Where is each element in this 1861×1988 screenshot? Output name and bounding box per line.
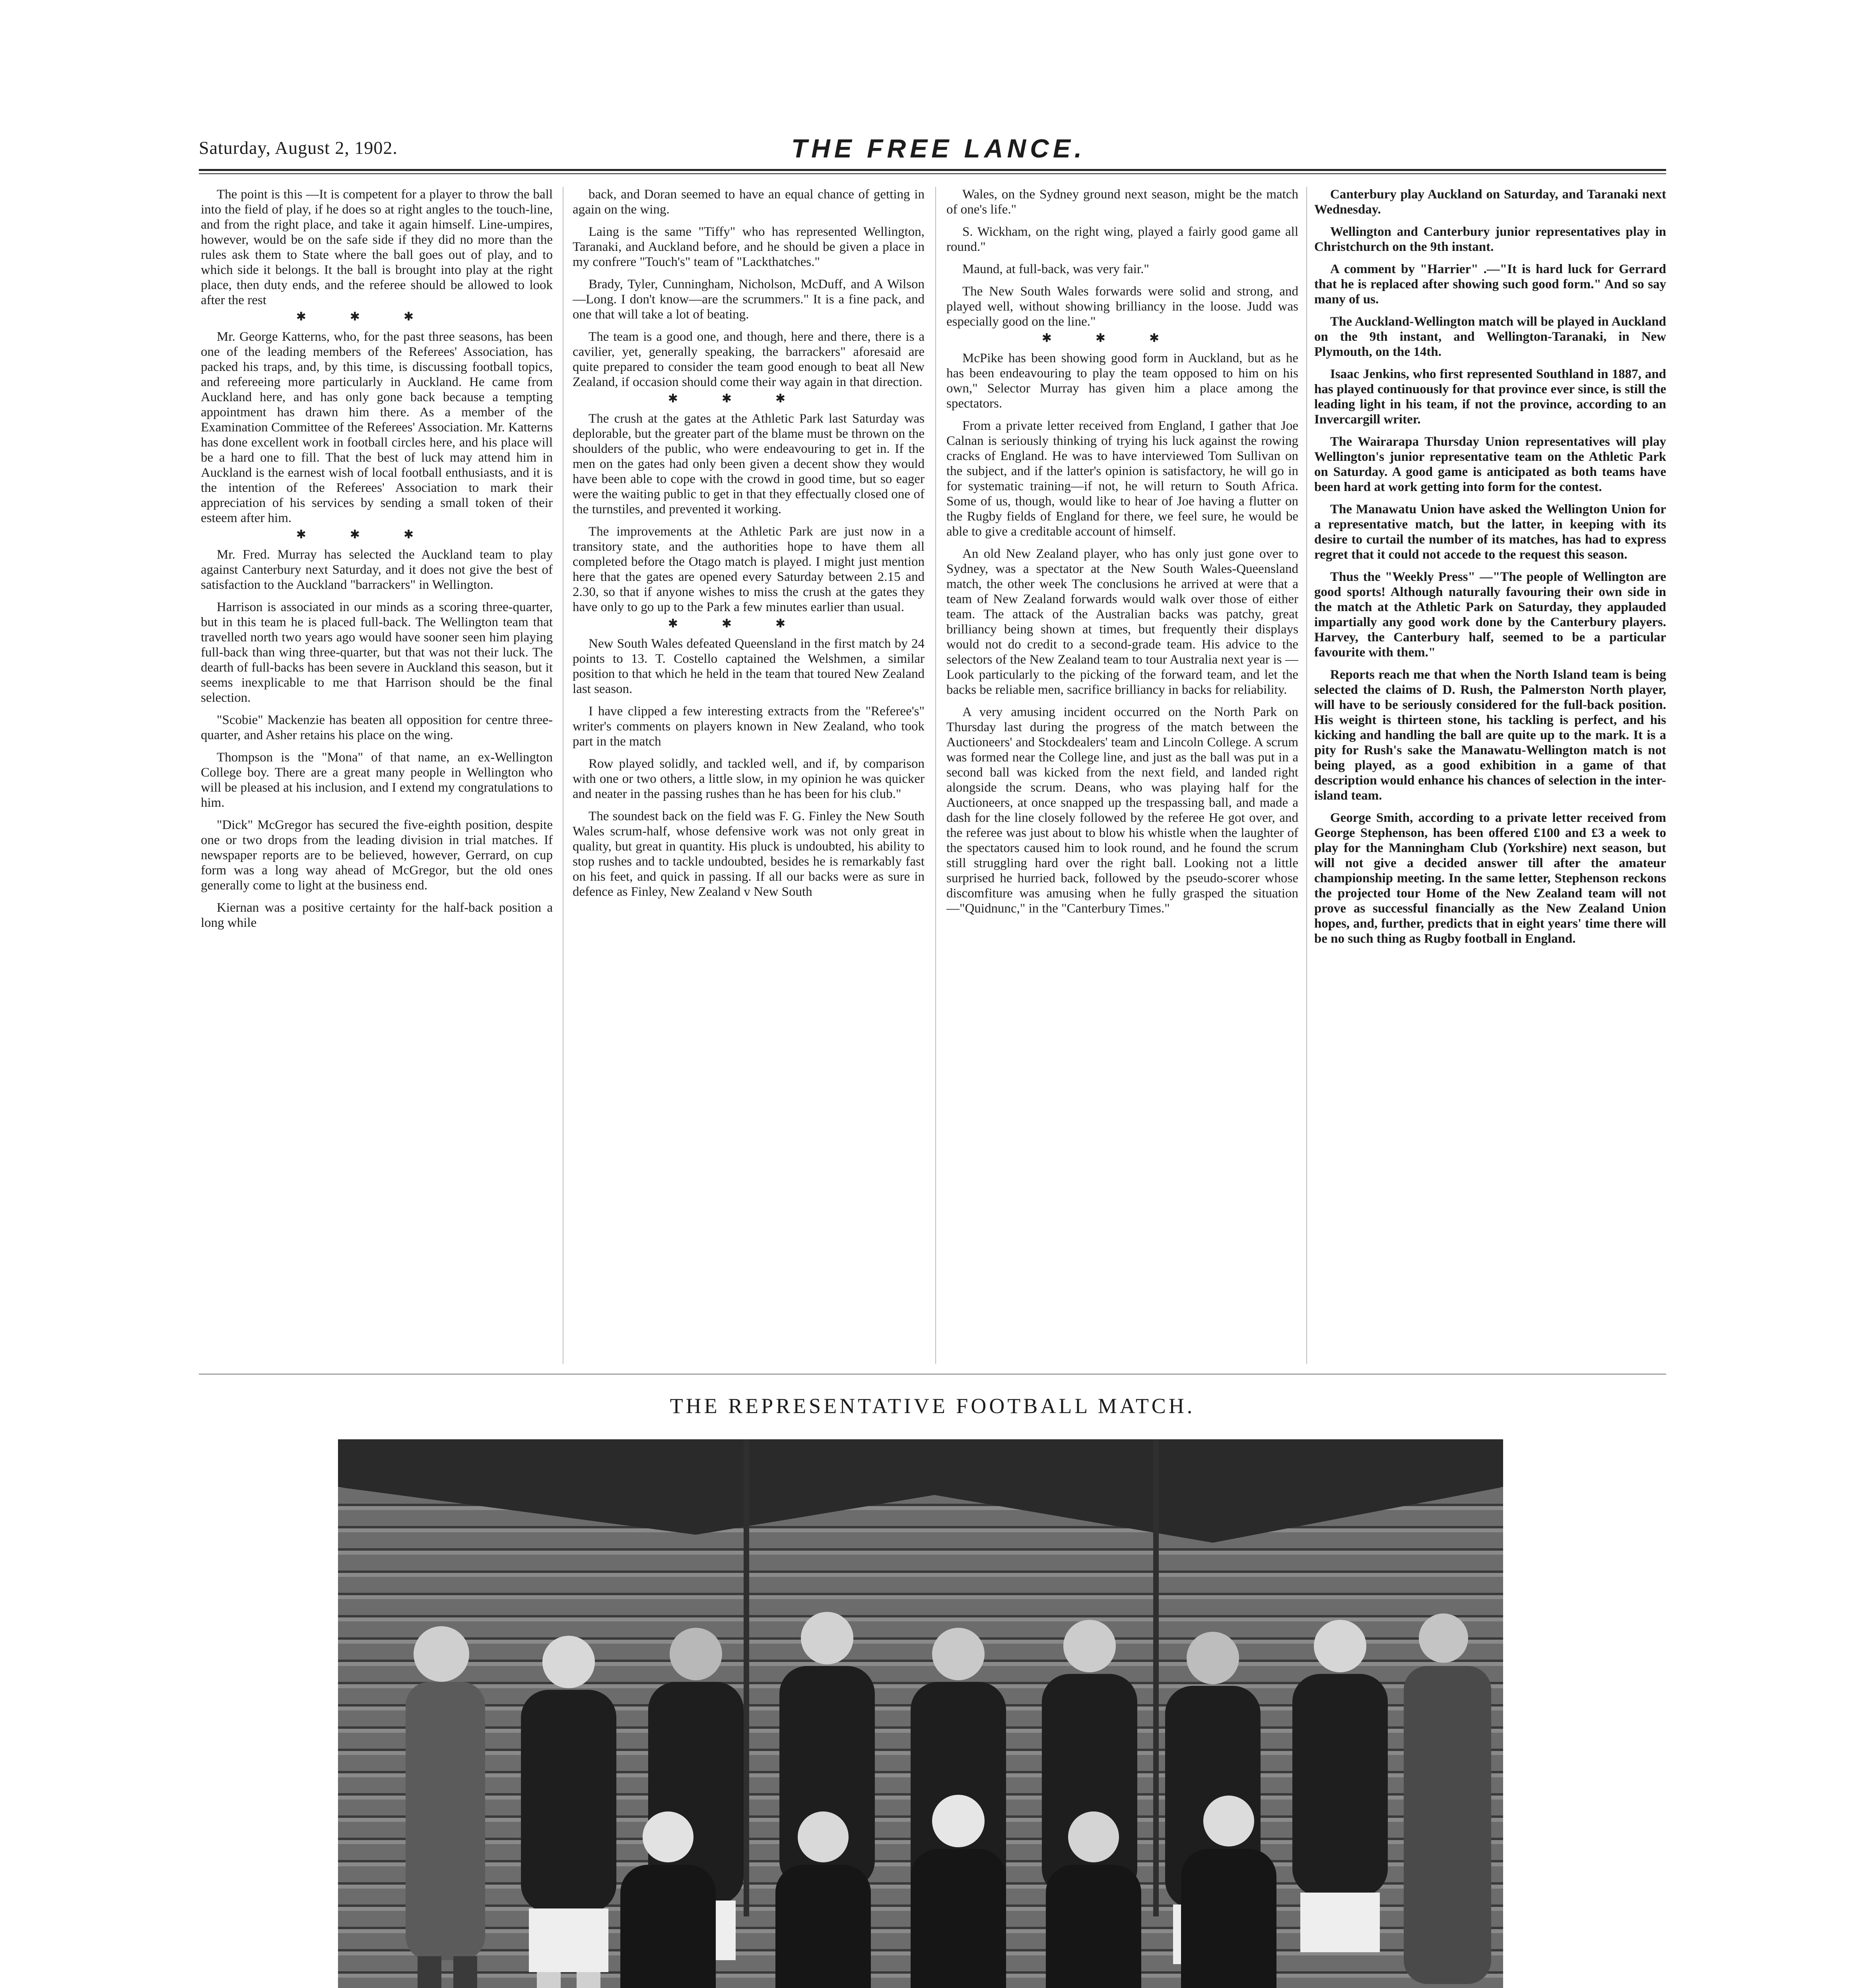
paragraph: back, and Doran seemed to have an equal chance of getting in again on the wing. [573, 187, 925, 217]
section-separator: ✱✱✱ [1041, 332, 1203, 345]
paragraph: Kiernan was a positive certainty for the half-back position a long while [201, 901, 553, 930]
section-separator: ✱✱✱ [668, 392, 829, 405]
paragraph: Wales, on the Sydney ground next season, might be the match of one's life." [946, 187, 1298, 217]
newspaper-title: THE FREE LANCE. [791, 134, 1086, 163]
column-divider [1306, 187, 1307, 1364]
paragraph: A comment by "Harrier" .—"It is hard luck for Gerrard that he is replaced after showing such good form." And so say many of us. [1314, 262, 1666, 307]
paragraph: S. Wickham, on the right wing, played a fairly good game all round." [946, 225, 1298, 254]
paragraph: The soundest back on the field was F. G. Finley the New South Wales scrum-half, whose defensive work was not only great in quality, but great in quantity. His pluck is undoubted, his ability to stop rushes and to tackle undoubted, besides he is remarkably fast on his feet, and quick in passing. If all our backs were as sure in defence as Finley, New Zealand v New South [573, 809, 925, 899]
paragraph: Mr. Fred. Murray has selected the Auckland team to play against Canterbury next Saturday, and it does not give the best of satisfaction to the Auckland "barrackers" in Wellington. [201, 547, 553, 592]
paragraph: "Scobie" Mackenzie has beaten all opposition for centre three-quarter, and Asher retains his place on the wing. [201, 713, 553, 742]
paragraph: A very amusing incident occurred on the North Park on Thursday last during the progress of the match between the Auctioneers' and Stockdealers' team and Lincoln College. A scrum was formed near the College line, and just as the ball was put in a second ball was kicked from the next field, and landed right alongside the scrum. Deans, who was playing half for the Auctioneers, at once snapped up the trespassing ball, and made a dash for the line closely followed by the referee He got over, and the referee was just about to blow his whistle when the laughter of the spectators caused him to look round, and he found the scrum still struggling hard over the right ball. Looking not a little surprised he hurried back, followed by the pseudo-scorer whose discomfiture was amusing when he fully grasped the situation —"Quidnunc," in the "Canterbury Times." [946, 705, 1298, 916]
paragraph: Row played solidly, and tackled well, and if, by comparison with one or two others, a little slow, in my opinion he was quicker and neater in the passing rushes than he has been for his club." [573, 757, 925, 801]
paragraph: New South Wales defeated Queensland in the first match by 24 points to 13. T. Costello captained the Welshmen, a similar position to that which he held in the team that toured New Zealand last season. [573, 637, 925, 696]
paragraph: Harrison is associated in our minds as a scoring three-quarter, but in this team he is placed full-back. The Wellington team that travelled north two years ago would have sooner seen him playing full-back than wing three-quarter, but that was not their luck. The dearth of full-backs has been severe in Auckland this season, but it seems inexplicable to me that Harrison should be the final selection. [201, 600, 553, 705]
paragraph: The improvements at the Athletic Park are just now in a transitory state, and the authorities hope to have them all completed before the Otago match is played. I might just mention here that the gates are opened every Saturday between 2.15 and 2.30, so that if anyone wishes to miss the crush at the gates they have only to go up to the Park a few minutes earlier than usual. [573, 524, 925, 614]
paragraph: The Auckland-Wellington match will be played in Auckland on the 9th instant, and Wellington-Taranaki, in New Plymouth, on the 14th. [1314, 315, 1666, 359]
paragraph: Thus the "Weekly Press" —"The people of Wellington are good sports! Although naturally favouring their own side in the match at the Athletic Park on Saturday, they applauded impartially any good work done by the Canterbury players. Harvey, the Canterbury half, seemed to be a particular favourite with them." [1314, 570, 1666, 660]
paragraph: Reports reach me that when the North Island team is being selected the claims of D. Rush, the Palmerston North player, will have to be seriously considered for the full-back position. His weight is thirteen stone, his tackling is perfect, and his kicking and handling the ball are quite up to the mark. It is a pity for Rush's sake the Manawatu-Wellington match is not being played, as a good exhibition in a game of that description would enhance his chances of selection in the inter-island team. [1314, 668, 1666, 803]
paragraph: The New South Wales forwards were solid and strong, and played well, without showing brilliancy in the loose. Judd was especially good on the line." [946, 284, 1298, 329]
paragraph: The crush at the gates at the Athletic Park last Saturday was deplorable, but the greater part of the blame must be thrown on the shoulders of the public, who were endeavouring to get in. If the men on the gates had only been given a decent show they would have been able to cope with the crowd in good time, but so eager were the waiting public to get in that they effectually closed one of the turnstiles, and prevented it working. [573, 412, 925, 516]
team-photograph [338, 1439, 1503, 1988]
paragraph: An old New Zealand player, who has only just gone over to Sydney, was a spectator at the New South Wales-Queensland match, the other week The conclusions he arrived at were that a team of New Zealand forwards would walk over those of either team. The attack of the Australian backs was patchy, great brilliancy being shown at times, but frequently their displays would not do credit to a second-grade team. His advice to the selectors of the New Zealand team to tour Australia next year is —Look particularly to the picking of the forward team, and let the backs be reliable men, sacrifice brilliancy in backs for reliability. [946, 547, 1298, 697]
article-column-2 [573, 187, 925, 1380]
paragraph: "Dick" McGregor has secured the five-eighth position, despite one or two drops from the leading division in trial matches. If newspaper reports are to be believed, however, Gerrard, on cup form was a long way ahead of McGregor, but the old ones generally come to light at the business end. [201, 818, 553, 893]
paragraph: Isaac Jenkins, who first represented Southland in 1887, and has played continuously for that province ever since, is still the leading light in his team, if not the province, according to an Invercargill writer. [1314, 367, 1666, 427]
issue-date: Saturday, August 2, 1902. [199, 138, 398, 158]
paragraph: Brady, Tyler, Cunningham, Nicholson, McDuff, and A Wilson—Long. I don't know—are the scrummers." It is a fine pack, and one that will take a lot of beating. [573, 277, 925, 322]
paragraph: Maund, at full-back, was very fair." [962, 262, 1149, 276]
paragraph: George Smith, according to a private letter received from George Stephenson, has been offered £100 and £3 a week to play for the Manningham Club (Yorkshire) next season, but will not give a decided answer till after the amateur championship meeting. In the same letter, Stephenson reckons the projected tour Home of the New Zealand team will not prove as successful financially as the New Zealand Union hopes, and, further, predicts that in eight years' time there will be no such thing as Rugby football in England. [1314, 811, 1666, 946]
article-column-4 [1314, 187, 1666, 1380]
header-rule-thin [199, 173, 1666, 174]
paragraph: Mr. George Katterns, who, for the past three seasons, has been one of the leading members of the Referees' Association, has packed his traps, and, by this time, is discussing football topics, and refereeing more particularly in Auckland. He came from Auckland here, and has only gone back because a tempting appointment has drawn him there. As a member of the Examination Committee of the Referees' Association. Mr. Katterns has done excellent work in football circles here, and his place will be a hard one to fill. That the best of luck may attend him in Auckland is the earnest wish of local football enthusiasts, and it is the intention of the Referees' Association to mark their appreciation of his services by sending a small token of their esteem after him. [201, 330, 553, 525]
page-header [199, 134, 1666, 163]
paragraph: The Wairarapa Thursday Union representatives will play Wellington's junior representative team on the Athletic Park on Saturday. A good game is anticipated as both teams have been hard at work getting into form for the contest. [1314, 435, 1666, 494]
paragraph: McPike has been showing good form in Auckland, but as he has been endeavouring to play the team opposed to him on his own," Selector Murray has given him a place among the spectators. [946, 351, 1298, 411]
paragraph: Laing is the same "Tiffy" who has represented Wellington, Taranaki, and Auckland before, and he should be given a place in my confrere "Touch's" team of "Lackthatches." [573, 225, 925, 269]
section-separator: ✱✱✱ [296, 310, 458, 323]
paragraph: The team is a good one, and though, here and there, there is a cavilier, yet, generally speaking, the barrackers" aforesaid are quite prepared to consider the team good enough to beat all New Zealand, if occasion should come their way again in that direction. [573, 330, 925, 389]
paragraph: From a private letter received from England, I gather that Joe Calnan is seriously thinking of trying his luck against the rowing cracks of England. He was to have interviewed Tom Sullivan on the subject, and if the latter's opinion is satisfactory, he will go in for systematic training—if not, he will return to South Africa. Some of us, though, would like to hear of Joe having a flutter on the Rugby fields of England for there, we feel sure, he would be able to give a creditable account of himself. [946, 419, 1298, 539]
paragraph: The Manawatu Union have asked the Wellington Union for a representative match, but the latter, in keeping with its desire to curtail the number of its matches, has had to express regret that it could not accede to the request this season. [1314, 502, 1666, 562]
column-divider [935, 187, 936, 1364]
paragraph: I have clipped a few interesting extracts from the "Referee's" writer's comments on players known in New Zealand, who took part in the match [573, 704, 925, 749]
header-rule [199, 169, 1666, 171]
article-column-1 [201, 187, 553, 1380]
paragraph: Thompson is the "Mona" of that name, an ex-Wellington College boy. There are a great many people in Wellington who will be pleased at his inclusion, and I extend my congratulations to him. [201, 750, 553, 810]
photo-heading: THE REPRESENTATIVE FOOTBALL MATCH. [670, 1394, 1195, 1418]
section-rule [199, 1374, 1666, 1375]
paragraph: Wellington and Canterbury junior representatives play in Christchurch on the 9th instant. [1314, 225, 1666, 254]
paragraph: Canterbury play Auckland on Saturday, and Taranaki next Wednesday. [1314, 187, 1666, 217]
paragraph: The point is this —It is competent for a player to throw the ball into the field of play, if he does so at right angles to the touch-line, and from the right place, and take it again himself. Line-umpires, however, would be on the safe side if they did no more than the rules ask them to State where the ball goes out of play, and to which side it belongs. It the ball is brought into play at the right place, then duty ends, and the referee should be allowed to look after the rest [201, 187, 553, 307]
section-separator: ✱✱✱ [296, 528, 458, 541]
section-separator: ✱✱✱ [668, 617, 829, 630]
article-column-3 [946, 187, 1298, 1380]
